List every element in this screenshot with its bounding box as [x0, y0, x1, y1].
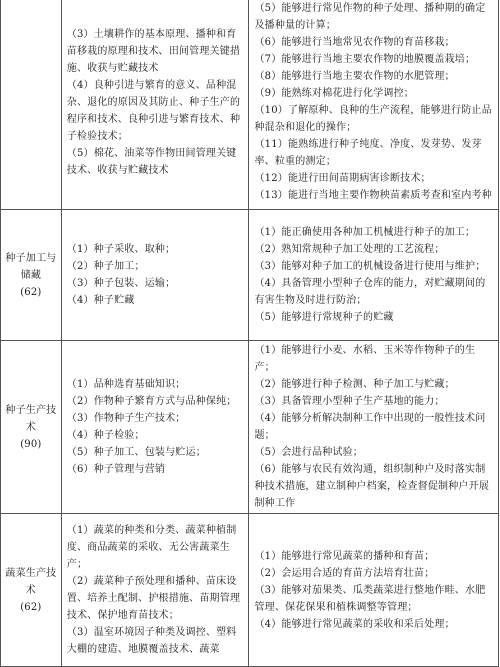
skill-item: （2）熟知常规种子加工处理的工艺流程； — [254, 244, 445, 255]
knowledge-item: （4）种子检验； — [66, 430, 145, 441]
table-row — [1, 0, 499, 210]
skill-item: （3）具备管理小型种子生产基地的能力； — [254, 396, 445, 407]
knowledge-item: （2）种子加工； — [66, 261, 145, 272]
knowledge-item: （3）温室环境因子种类及调控、塑料大棚的建造、地膜覆盖技术、蔬菜 — [66, 627, 237, 655]
knowledge-item: （3）种子包装、运输； — [66, 278, 176, 289]
knowledge-cell — [61, 210, 249, 341]
course-hours: (90) — [20, 438, 42, 450]
skill-cell — [249, 210, 499, 341]
skill-item: （6）能够进行当地常见农作物的育苗移栽； — [254, 37, 455, 48]
skill-item: （3）能够对茄果类、瓜类蔬菜进行整地作畦、水肥管理、保花保果和植株调整等管理； — [254, 584, 486, 613]
knowledge-cell — [61, 0, 249, 210]
course-name: 蔬菜生产技术 — [5, 567, 57, 596]
skill-item: （9）能熟练对棉花进行化学调控； — [254, 88, 414, 99]
skill-item: （8）能够进行当地主要农作物的水肥管理； — [254, 71, 455, 82]
course-cell — [1, 210, 62, 341]
course-cell — [1, 341, 62, 514]
skill-item: （11）能熟练进行种子纯度、净度、发芽势、发芽率、粒重的测定； — [254, 139, 482, 167]
skill-item: （5）能够进行常见作物的种子处理、播种期的确定及播种量的计算； — [254, 3, 486, 31]
knowledge-item: （6）种子管理与营销 — [66, 464, 166, 475]
knowledge-item: （1）蔬菜的种类和分类、蔬菜种植制度、商品蔬菜的采收、无公害蔬菜生产； — [66, 525, 237, 570]
course-cell — [1, 0, 62, 210]
skill-item: （4）能够分析解决制种工作中出现的一般性技术问题； — [254, 413, 486, 441]
knowledge-item: （2）蔬菜种子预处理和播种、苗床设置、培养土配制、护根措施、苗期管理技术、保护地育苗技术； — [66, 576, 241, 621]
course-name: 种子加工与储藏 — [5, 252, 57, 281]
skill-item: （7）能够进行当地主要农作物的地膜覆盖栽培； — [254, 54, 476, 65]
knowledge-item: （3）作物种子生产技术； — [66, 413, 186, 424]
course-hours: (62) — [20, 601, 42, 613]
skill-cell — [249, 0, 499, 210]
knowledge-item: （4）良种引进与繁育的意义、品种混杂、退化的原因及其防止、种子生产的程序和技术、良种引进与繁育技术、种子检验技术； — [66, 79, 241, 142]
knowledge-item: （2）作物种子繁育方式与品种保纯； — [66, 396, 237, 407]
skill-item: （2）会运用合适的育苗方法培育壮苗； — [254, 567, 435, 579]
skill-cell — [249, 341, 499, 514]
skill-item: （6）能够与农民有效沟通，组织制种户及时落实制种技术措施，建立制种户档案，检查督促制种户开展制种工作 — [254, 464, 490, 509]
table-row — [1, 210, 499, 341]
course-hours: (62) — [20, 286, 42, 298]
skill-item: （2）能够进行种子检测、种子加工与贮藏； — [254, 379, 455, 390]
skill-item: （1）能够进行小麦、水稻、玉米等作物种子的生产； — [254, 345, 476, 373]
skill-item: （3）能够对种子加工的机械设备进行使用与维护； — [254, 261, 486, 272]
table-row — [1, 341, 499, 514]
skill-item: （5）能够进行常规种子的贮藏 — [254, 312, 394, 323]
knowledge-item: （3）土壤耕作的基本原理、播种和育苗移栽的原理和技术、田间管理关键措施、收获与贮藏技术 — [66, 28, 241, 74]
knowledge-cell — [61, 341, 249, 514]
skill-item: （12）能进行田间苗期病害诊断技术； — [254, 173, 431, 184]
knowledge-item: （5）种子加工、包装与贮运； — [66, 447, 206, 458]
knowledge-item: （4）种子贮藏 — [66, 295, 135, 306]
skill-item: （1）能够进行常见蔬菜的播种和育苗； — [254, 550, 435, 562]
knowledge-item: （1）种子采收、取种； — [66, 244, 176, 255]
knowledge-item: （1）品种选育基础知识； — [66, 379, 186, 390]
skill-item: （10）了解原种、良种的生产流程，能够进行防止品种混杂和退化的操作； — [254, 105, 492, 133]
skill-item: （1）能正确使用各种加工机械进行种子的加工； — [254, 227, 476, 238]
skill-item: （4）能够进行常见蔬菜的采收和采后处理； — [254, 618, 455, 630]
skill-item: （5）会进行品种试验； — [254, 447, 363, 458]
course-name: 种子生产技术 — [5, 404, 57, 433]
skill-item: （13）能进行当地主要作物秧苗素质考查和室内考种 — [254, 190, 492, 201]
skill-item: （4）具备管理小型种子仓库的能力，对贮藏期间的有害生物及时进行防治； — [254, 278, 486, 306]
knowledge-item: （5）棉花、油菜等作物田间管理关键技术、收获与贮藏技术 — [66, 147, 237, 176]
